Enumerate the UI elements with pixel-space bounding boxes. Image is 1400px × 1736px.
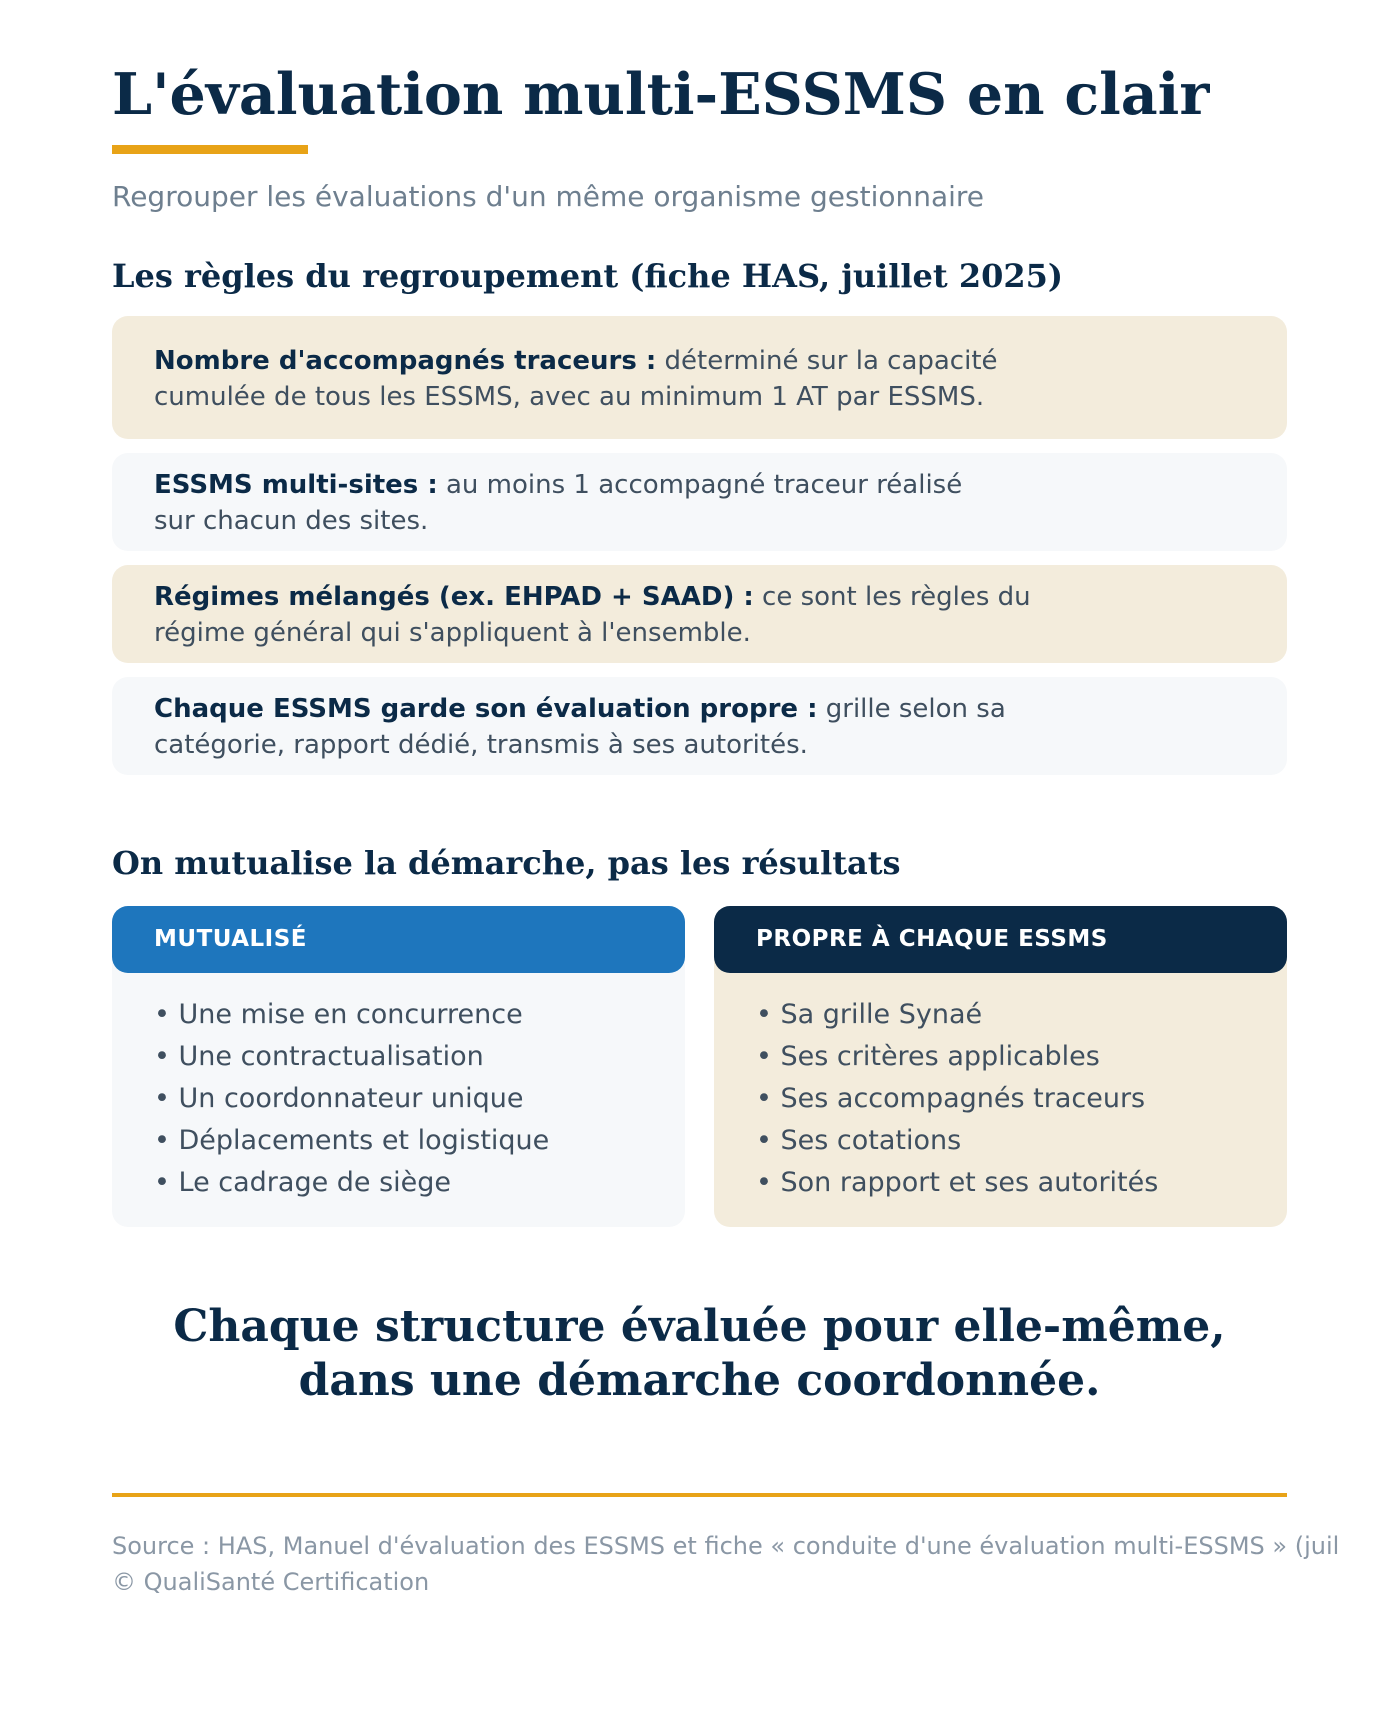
- rule-text: [154, 691, 1054, 763]
- list-item: • Déplacements et logistique: [154, 1125, 550, 1156]
- list-item: • Ses accompagnés traceurs: [756, 1083, 1146, 1114]
- rule-line1: au moins 1 accompagné traceur réalisé: [437, 470, 963, 500]
- tagline-line1: Chaque structure évaluée pour elle-même,: [173, 1301, 1226, 1352]
- rule-card-evaluation-propre: [112, 677, 1287, 775]
- rule-line2: catégorie, rapport dédié, transmis à ses autorités.: [154, 730, 808, 760]
- mutualise-header: MUTUALISÉ: [112, 906, 685, 973]
- list-item: • Sa grille Synaé: [756, 999, 983, 1030]
- list-item: • Une mise en concurrence: [154, 999, 523, 1030]
- title-underline: [112, 145, 308, 154]
- rule-text: [154, 467, 1054, 539]
- propre-column: [714, 906, 1287, 1227]
- propre-header: PROPRE À CHAQUE ESSMS: [714, 906, 1287, 973]
- rule-card-accompagnes-traceurs: [112, 316, 1287, 439]
- list-item: • Le cadrage de siège: [154, 1167, 452, 1198]
- rule-line2: sur chacun des sites.: [154, 506, 429, 536]
- mutualise-list: [154, 994, 549, 1204]
- rule-line1: grille selon sa: [817, 694, 1006, 724]
- page-title: L'évaluation multi-ESSMS en clair: [112, 61, 1210, 128]
- footer-divider: [112, 1493, 1287, 1497]
- tagline-line2: dans une démarche coordonnée.: [298, 1355, 1101, 1406]
- footer-source: Source : HAS, Manuel d'évaluation des ESSMS et fiche « conduite d'une évaluation multi-ESSMS » (juil: [112, 1532, 1340, 1560]
- rule-label: ESSMS multi-sites :: [154, 470, 438, 500]
- rule-label: Nombre d'accompagnés traceurs :: [154, 346, 657, 376]
- propre-list: [756, 994, 1158, 1204]
- rule-line2: régime général qui s'appliquent à l'ensemble.: [154, 618, 751, 648]
- rule-line2: cumulée de tous les ESSMS, avec au minimum 1 AT par ESSMS.: [154, 382, 985, 412]
- mutualise-column: [112, 906, 685, 1227]
- rule-text: [154, 343, 1054, 415]
- page-subtitle: Regrouper les évaluations d'un même organisme gestionnaire: [112, 180, 985, 213]
- rule-line1: déterminé sur la capacité: [656, 346, 998, 376]
- rule-text: [154, 579, 1054, 651]
- rule-card-multi-sites: [112, 453, 1287, 551]
- rule-line1: ce sont les règles du: [753, 582, 1031, 612]
- list-item: • Ses critères applicables: [756, 1041, 1100, 1072]
- conclusion-tagline: [112, 1300, 1287, 1408]
- footer-copyright: © QualiSanté Certification: [112, 1568, 430, 1596]
- rule-card-regimes-melanges: [112, 565, 1287, 663]
- rule-label: Chaque ESSMS garde son évaluation propre :: [154, 694, 818, 724]
- rule-label: Régimes mélangés (ex. EHPAD + SAAD) :: [154, 582, 754, 612]
- comparison-heading: On mutualise la démarche, pas les résultats: [112, 844, 901, 882]
- list-item: • Son rapport et ses autorités: [756, 1167, 1159, 1198]
- list-item: • Ses cotations: [756, 1125, 962, 1156]
- list-item: • Un coordonnateur unique: [154, 1083, 524, 1114]
- rules-heading: Les règles du regroupement (fiche HAS, juillet 2025): [112, 257, 1064, 295]
- list-item: • Une contractualisation: [154, 1041, 484, 1072]
